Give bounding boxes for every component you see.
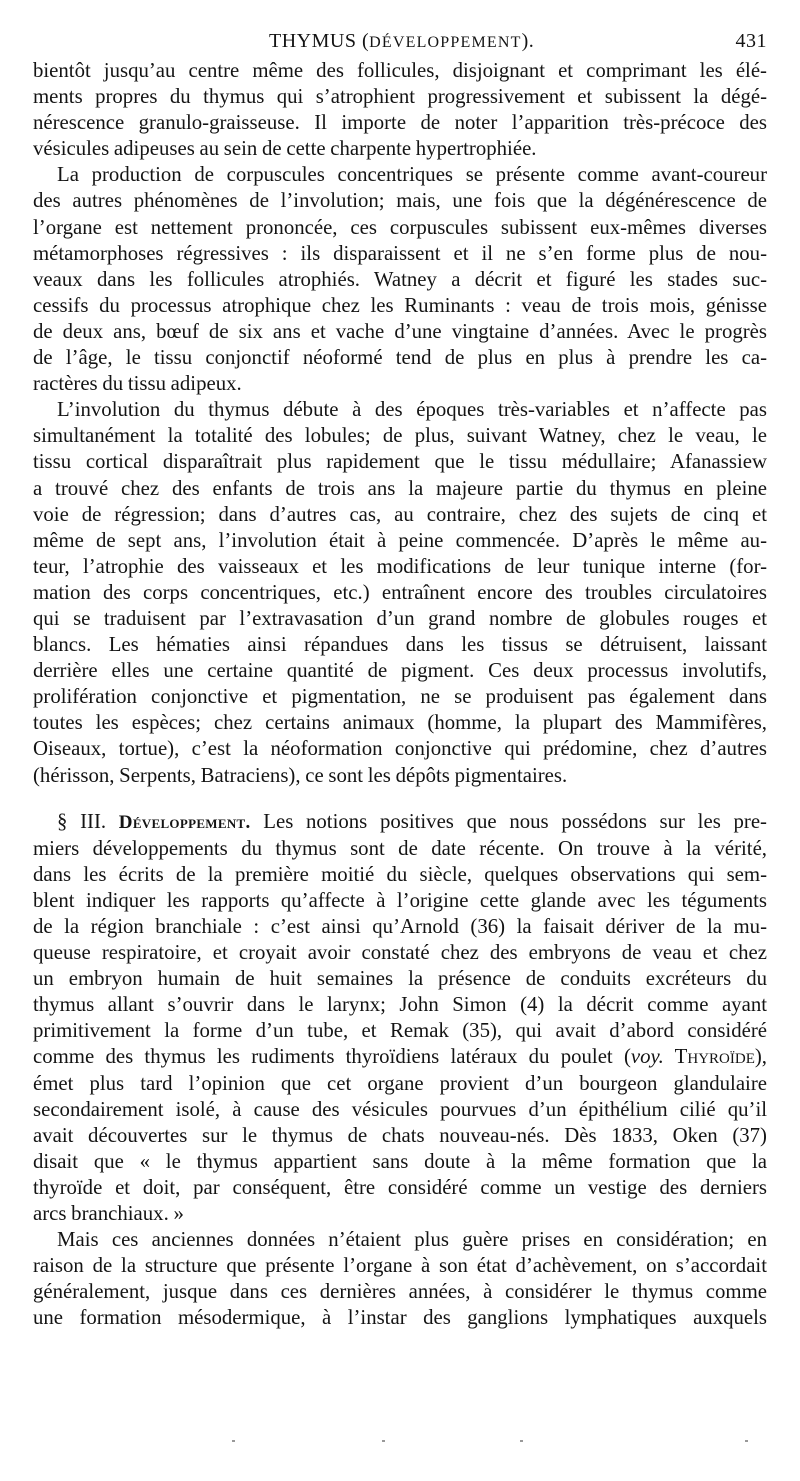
text-line: Mais ces anciennes données n’étaient plus guère prises en considération; en (57, 1228, 767, 1252)
text-line: l’organe est nettement prononcée, ces corpuscules subissent eux-mêmes diverses (33, 215, 767, 239)
text-line: raison de la structure que présente l’organe à son état d’achèvement, on s’accordait (33, 1254, 767, 1278)
text-line: disait que « le thymus appartient sans doute à la même formation que la (33, 1149, 767, 1173)
text-line: simultanément la totalité des lobules; de plus, suivant Watney, chez le veau, le (33, 424, 767, 448)
running-title-main: THYMUS (269, 30, 357, 52)
text-line: teur, l’atrophie des vaisseaux et les modifications de leur tunique interne (for- (33, 554, 767, 578)
text-line: vésicules adipeuses au sein de cette charpente hypertrophiée. (33, 137, 537, 161)
scan-mark (382, 1440, 385, 1442)
text-line: de l’âge, le tissu conjonctif néoformé tend de plus en plus à prendre les ca- (33, 346, 767, 370)
section-spacer (33, 789, 767, 809)
text-line: une formation mésodermique, à l’instar des ganglions lymphatiques auxquels (33, 1306, 767, 1330)
text-line: L’involution du thymus débute à des époques très-variables et n’affecte pas (57, 398, 767, 422)
text-line: de la région branchiale : c’est ainsi qu’Arnold (36) la faisait dériver de la mu- (33, 915, 767, 938)
text-line: dans les écrits de la première moitié du siècle, quelques observations qui sem- (33, 862, 767, 886)
text-line: (hérisson, Serpents, Batraciens), ce sont les dépôts pigmentaires. (33, 763, 568, 787)
text-line: métamorphoses régressives : ils disparaissent et il ne s’en forme plus de nou- (33, 241, 767, 265)
text-line: ractères du tissu adipeux. (33, 372, 242, 396)
running-title-paren-close: ). (521, 30, 535, 52)
text-line: secondairement isolé, à cause des vésicules pourvues d’un épithélium cilié qu’il (33, 1097, 767, 1121)
text-line: Oiseaux, tortue), c’est la néoformation conjonctive qui prédomine, chez d’autres (33, 737, 767, 761)
page-number: 431 (735, 30, 767, 52)
text-line: La production de corpuscules concentriques se présente comme avant-coureur (57, 163, 767, 187)
paragraph-2 (33, 162, 767, 397)
text-line: avait découvertes sur le thymus de chats nouveau-nés. Dès 1833, Oken (37) (33, 1123, 767, 1147)
text-line: tissu cortical disparaîtrait plus rapidement que le tissu médullaire; Afanassiew (33, 450, 767, 474)
paragraph-final (33, 1227, 767, 1331)
text-line: nérescence granulo-graisseuse. Il importe de noter l’apparition très-précoce des (33, 111, 767, 135)
paragraph-3 (33, 397, 767, 788)
scan-mark (745, 1440, 748, 1442)
reference-thyroide: Thyroïde (663, 1045, 755, 1069)
text-line: thyroïde et doit, par conséquent, être considéré comme un vestige des derniers (33, 1175, 767, 1199)
section-label: § III. (57, 809, 119, 833)
text-line: thymus allant s’ouvrir dans le larynx; John Simon (4) la décrit comme ayant (33, 993, 767, 1017)
text-line: miers développements du thymus sont de date récente. On trouve à la vérité, (33, 836, 767, 860)
text-line: blent indiquer les rapports qu’affecte à l’origine cette glande avec les téguments (33, 888, 767, 912)
scan-mark (232, 1440, 235, 1442)
reference-line (33, 1044, 767, 1070)
text-line: cessifs du processus atrophique chez les Ruminants : veau de trois mois, génisse (33, 293, 767, 317)
running-head (33, 30, 767, 58)
text-line: blancs. Les hématies ainsi répandues dans les tissus se détruisent, laissant (33, 633, 767, 657)
paragraph-1 (33, 58, 767, 162)
book-page (33, 30, 767, 1332)
section-heading: Développement. (118, 811, 251, 833)
text-line: généralement, jusque dans ces dernières années, à considérer le thymus comme (33, 1280, 767, 1304)
text-line: bientôt jusqu’au centre même des follicules, disjoignant et comprimant les élé- (33, 59, 767, 82)
text-line: de deux ans, bœuf de six ans et vache d’une vingtaine d’années. Avec le progrès (33, 319, 767, 343)
running-title (269, 30, 534, 53)
section-3 (33, 809, 767, 1228)
text-line: mation des corps concentriques, etc.) entraînent encore des troubles circulatoires (33, 580, 767, 604)
text-line: toutes les espèces; chez certains animaux (homme, la plupart des Mammifères, (33, 711, 767, 735)
text-line: queuse respiratoire, et croyait avoir constaté chez des embryons de veau et chez (33, 941, 767, 965)
bottom-scan-marks (0, 1440, 800, 1450)
text-line: un embryon humain de huit semaines la présence de conduits excréteurs du (33, 967, 767, 991)
text-line: veaux dans les follicules atrophiés. Watney a décrit et figuré les stades suc- (33, 267, 767, 291)
text-line: ments propres du thymus qui s’atrophient progressivement et subissent la dégé- (33, 85, 767, 109)
text-line: même de sept ans, l’involution était à peine commencée. D’après le même au- (33, 528, 767, 552)
reference-line-start: comme des thymus les rudiments thyroïdiens latéraux du poulet ( (33, 1045, 631, 1069)
text-line: qui se traduisent par l’extravasation d’un grand nombre de globules rouges et (33, 606, 767, 630)
running-title-sub: DÉVELOPPEMENT (369, 34, 522, 51)
text-line: des autres phénomènes de l’involution; mais, une fois que la dégénérescence de (33, 189, 767, 213)
text-line: a trouvé chez des enfants de trois ans la majeure partie du thymus en pleine (33, 476, 767, 500)
text-line: voie de régression; dans d’autres cas, au contraire, chez des sujets de cinq et (33, 502, 767, 526)
text-line: prolifération conjonctive et pigmentation, ne se produisent pas également dans (33, 685, 767, 709)
text-line: émet plus tard l’opinion que cet organe provient d’un bourgeon glandulaire (33, 1071, 767, 1095)
reference-line-end: ), (754, 1045, 767, 1069)
text-line: arcs branchiaux. » (33, 1202, 184, 1226)
section-first-line (33, 809, 767, 836)
running-title-paren-open: ( (356, 30, 370, 52)
text-line: derrière elles une certaine quantité de pigment. Ces deux processus involutifs, (33, 659, 767, 683)
text-line: primitivement la forme d’un tube, et Remak (35), qui avait d’abord considéré (33, 1019, 767, 1043)
section-first-line-text: Les notions positives que nous possédons sur les pre- (250, 809, 767, 833)
reference-voy: voy. (630, 1045, 664, 1069)
scan-mark (520, 1440, 523, 1442)
